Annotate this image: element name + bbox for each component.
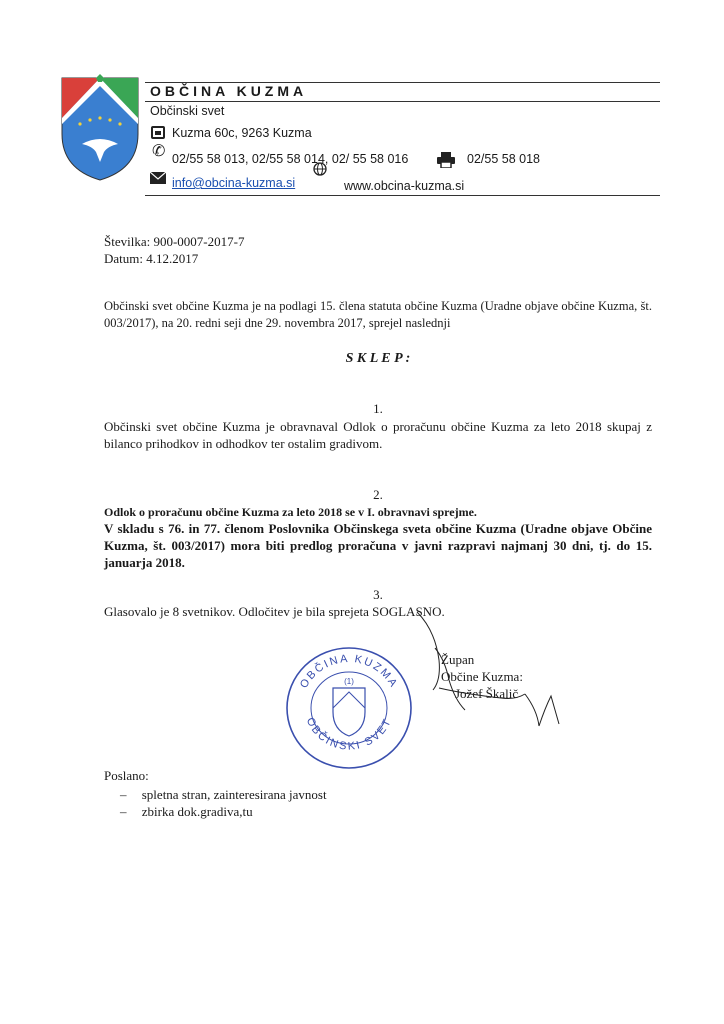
document-date: Datum: 4.12.2017 — [104, 251, 199, 266]
section-1-text: Občinski svet občine Kuzma je obravnaval Odlok o proračunu občine Kuzma za leto 2018 skupaj z bilanco prihodkov in odhodkov ter ostalim gradivom. — [104, 419, 652, 451]
fax-number: 02/55 58 018 — [467, 152, 540, 166]
signature-org: Občine Kuzma: — [441, 669, 523, 684]
list-dash: – — [120, 787, 127, 802]
section-2-text: V skladu s 76. in 77. členom Poslovnika Občinskega sveta občine Kuzma (Uradne objave Občine Kuzma, št. 003/2017) mora biti predlog proračuna v javni razpravi najmanj 30 dni, tj. do 15. januarja 2018. — [104, 521, 652, 570]
fax-icon — [437, 152, 455, 168]
letterhead — [0, 0, 724, 200]
handwritten-signature — [405, 600, 575, 730]
phone-icon: ✆ — [152, 143, 166, 160]
svg-text:OBČINSKI SVET — [304, 716, 395, 753]
distribution-item-text: spletna stran, zainteresirana javnost — [141, 787, 327, 802]
distribution-item — [120, 803, 253, 820]
list-dash: – — [120, 804, 127, 819]
header-rule-2 — [145, 101, 660, 102]
section-2-number: 2. — [373, 487, 383, 502]
header-rule-bottom — [145, 195, 660, 196]
coat-of-arms-logo — [58, 74, 142, 184]
intro-paragraph: Občinski svet občine Kuzma je na podlagi 15. člena statuta občine Kuzma (Uradne objave občine Kuzma, št. 003/2017), na 20. redni seji dne 29. novembra 2017, sprejel naslednji — [104, 299, 652, 330]
org-name: OBČINA KUZMA — [150, 83, 308, 99]
document-number: Številka: 900-0007-2017-7 — [104, 234, 245, 249]
department-name: Občinski svet — [150, 104, 225, 118]
stamp-number: (1) — [344, 677, 354, 686]
email-link[interactable]: info@obcina-kuzma.si — [172, 176, 296, 190]
envelope-icon — [150, 172, 166, 184]
section-3-text: Glasovalo je 8 svetnikov. Odločitev je bila sprejeta SOGLASNO. — [104, 604, 445, 619]
distribution-label: Poslano: — [104, 768, 149, 783]
section-3-number: 3. — [373, 587, 383, 602]
stamp-top-text: OBČINA KUZMA — [297, 652, 401, 691]
phone-numbers: 02/55 58 013, 02/55 58 014, 02/ 55 58 016 — [172, 152, 409, 166]
website-link[interactable]: www.obcina-kuzma.si — [344, 179, 465, 193]
signature-title: Župan — [441, 652, 475, 667]
stamp-bottom-text: OBČINSKI SVET — [303, 715, 395, 753]
address: Kuzma 60c, 9263 Kuzma — [172, 126, 312, 140]
signature-name: Jožef Škalič — [455, 686, 519, 701]
distribution-item — [120, 786, 327, 803]
document-title: S K L E P : — [345, 351, 411, 366]
official-stamp — [283, 644, 415, 772]
globe-icon — [313, 162, 327, 176]
section-2-line1: Odlok o proračunu občine Kuzma za leto 2018 se v I. obravnavi sprejme. — [104, 505, 477, 519]
distribution-item-text: zbirka dok.gradiva,tu — [141, 804, 253, 819]
section-1-number: 1. — [373, 401, 383, 416]
building-icon — [151, 126, 165, 139]
